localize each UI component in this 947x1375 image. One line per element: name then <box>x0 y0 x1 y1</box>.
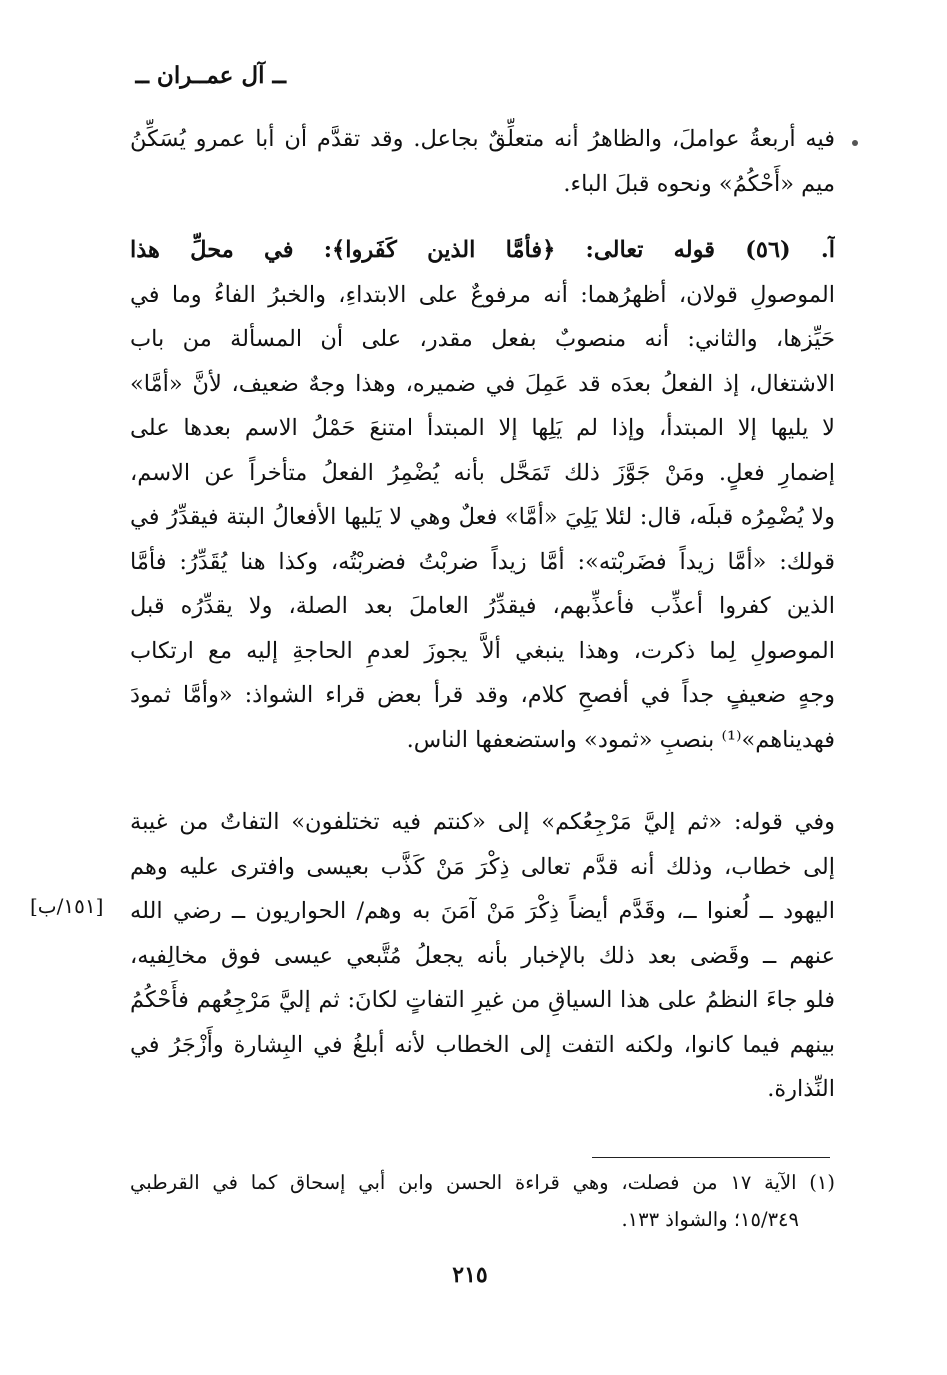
margin-dot <box>852 140 858 146</box>
text-line: عنهم ــ وقَضى بعد ذلك بالإخبار بأنه يجعلُ مُتَّبعي عيسى فوق مخالِفيه، <box>130 942 835 969</box>
text-line: قولك: «أمَّا زيداً فضَربْته»: أمَّا زيداً ضربْتُ فضربْتُه، وكذا هنا يُقَدِّرُ: فأمَّا <box>130 548 835 575</box>
text-line: الموصولِ لِما ذكرت، وهذا ينبغي ألاَّ يجوزَ لعدمِ الحاجةِ إليه مع ارتكاب <box>130 637 835 664</box>
text-line: الاشتغال، إذ الفعلُ بعدَه قد عَمِلَ في ضميره، وهذا وجهٌ ضعيف، لأنَّ «أمَّا» <box>130 370 835 397</box>
footnote-divider <box>592 1157 830 1158</box>
paragraph-verse-56 <box>130 228 835 762</box>
verse-heading: آ. (٥٦) قوله تعالى: ﴿فأمَّا الذين كَفَروا﴾: في محلِّ هذا <box>130 237 835 263</box>
text-line: إضمارِ فعلٍ. ومَنْ جَوَّزَ ذلك تَمَحَّل بأنه يُضْمِرُ الفعلُ متأخراً عن الاسم، <box>130 459 835 486</box>
text-line: الذين كفروا أعذِّب فأعذِّبهم، فيقدِّرُ العاملَ بعد الصلة، ولا يقدِّرُه قبل <box>130 593 835 619</box>
text-line: وجهٍ ضعيفٍ جداً في أفصحِ كلام، وقد قرأ بعض قراء الشواذ: «وأمَّا ثمودَ <box>130 682 835 708</box>
footnote-line: ١٥/٣٤٩؛ والشواذ ١٣٣. <box>621 1208 799 1231</box>
text-line: لا يليها إلا المبتدأ، وإذا لم يَلِها إلا المبتدأ امتنعَ حَمْلُ الاسم بعدها على <box>130 415 835 441</box>
text-line: فلو جاءَ النظمُ على هذا السياقِ من غيرِ التفاتٍ لكانَ: ثم إليَّ مَرْجِعُهم فأَحْكُمُ <box>130 987 835 1013</box>
footnotes <box>130 1164 835 1238</box>
text-line: الموصولِ قولان، أظهرُهما: أنه مرفوعٌ على الابتداءِ، والخبرُ الفاءُ وما في <box>130 281 835 308</box>
text-line: ولا يُضْمِرُه قبلَه، قال: لئلا يَلِيَ «أمَّا» فعلٌ وهي لا يَليها الأفعالُ البتة فيقدِّرُ في <box>130 504 835 530</box>
page-number: ٢١٥ <box>452 1262 488 1288</box>
paragraph-iltifat <box>130 800 835 1112</box>
text-line: ميم «أَحْكُمُ» ونحوه قبلَ الباء. <box>563 170 835 197</box>
text-line: حَيِّزها، والثاني: أنه منصوبٌ بفعل مقدر، على أن المسألة من باب <box>130 326 835 352</box>
paragraph-continuation <box>130 117 835 206</box>
text-line: فهديناهم»⁽¹⁾ بنصبِ «ثمود» واستضعفها الناس. <box>406 726 835 753</box>
running-header: ــ آل عمــران ــ <box>135 62 286 89</box>
text-line: فيه أربعةُ عواملَ، والظاهرُ أنه متعلِّقٌ بجاعل. وقد تقدَّم أن أبا عمرو يُسَكِّنُ <box>130 126 835 152</box>
text-line: إلى خطاب، وذلك أنه قدَّم تعالى ذِكْرَ مَنْ كَذَّب بعيسى وافترى عليه وهم <box>130 853 835 880</box>
manuscript-folio-reference: [١٥١/ب] <box>30 894 104 918</box>
text-line: بينهم فيما كانوا، ولكنه التفت إلى الخطاب لأنه أبلغُ في البِشارة وأَزْجَرُ في <box>130 1031 835 1058</box>
text-line: وفي قوله: «ثم إليَّ مَرْجِعُكم» إلى «كنتم فيه تختلفون» التفاتٌ من غيبة <box>130 809 835 835</box>
text-line: اليهود ــ لُعنوا ــ، وقَدَّم أيضاً ذِكْرَ مَنْ آمَنَ به وهم/ الحواريون ــ رضي الله <box>130 898 835 924</box>
text-line: النِّذارة. <box>767 1076 835 1102</box>
verse-heading-line <box>130 228 835 273</box>
footnote-line: (١) الآية ١٧ من فصلت، وهي قراءة الحسن وابن أبي إسحاق كما في القرطبي <box>130 1171 835 1194</box>
